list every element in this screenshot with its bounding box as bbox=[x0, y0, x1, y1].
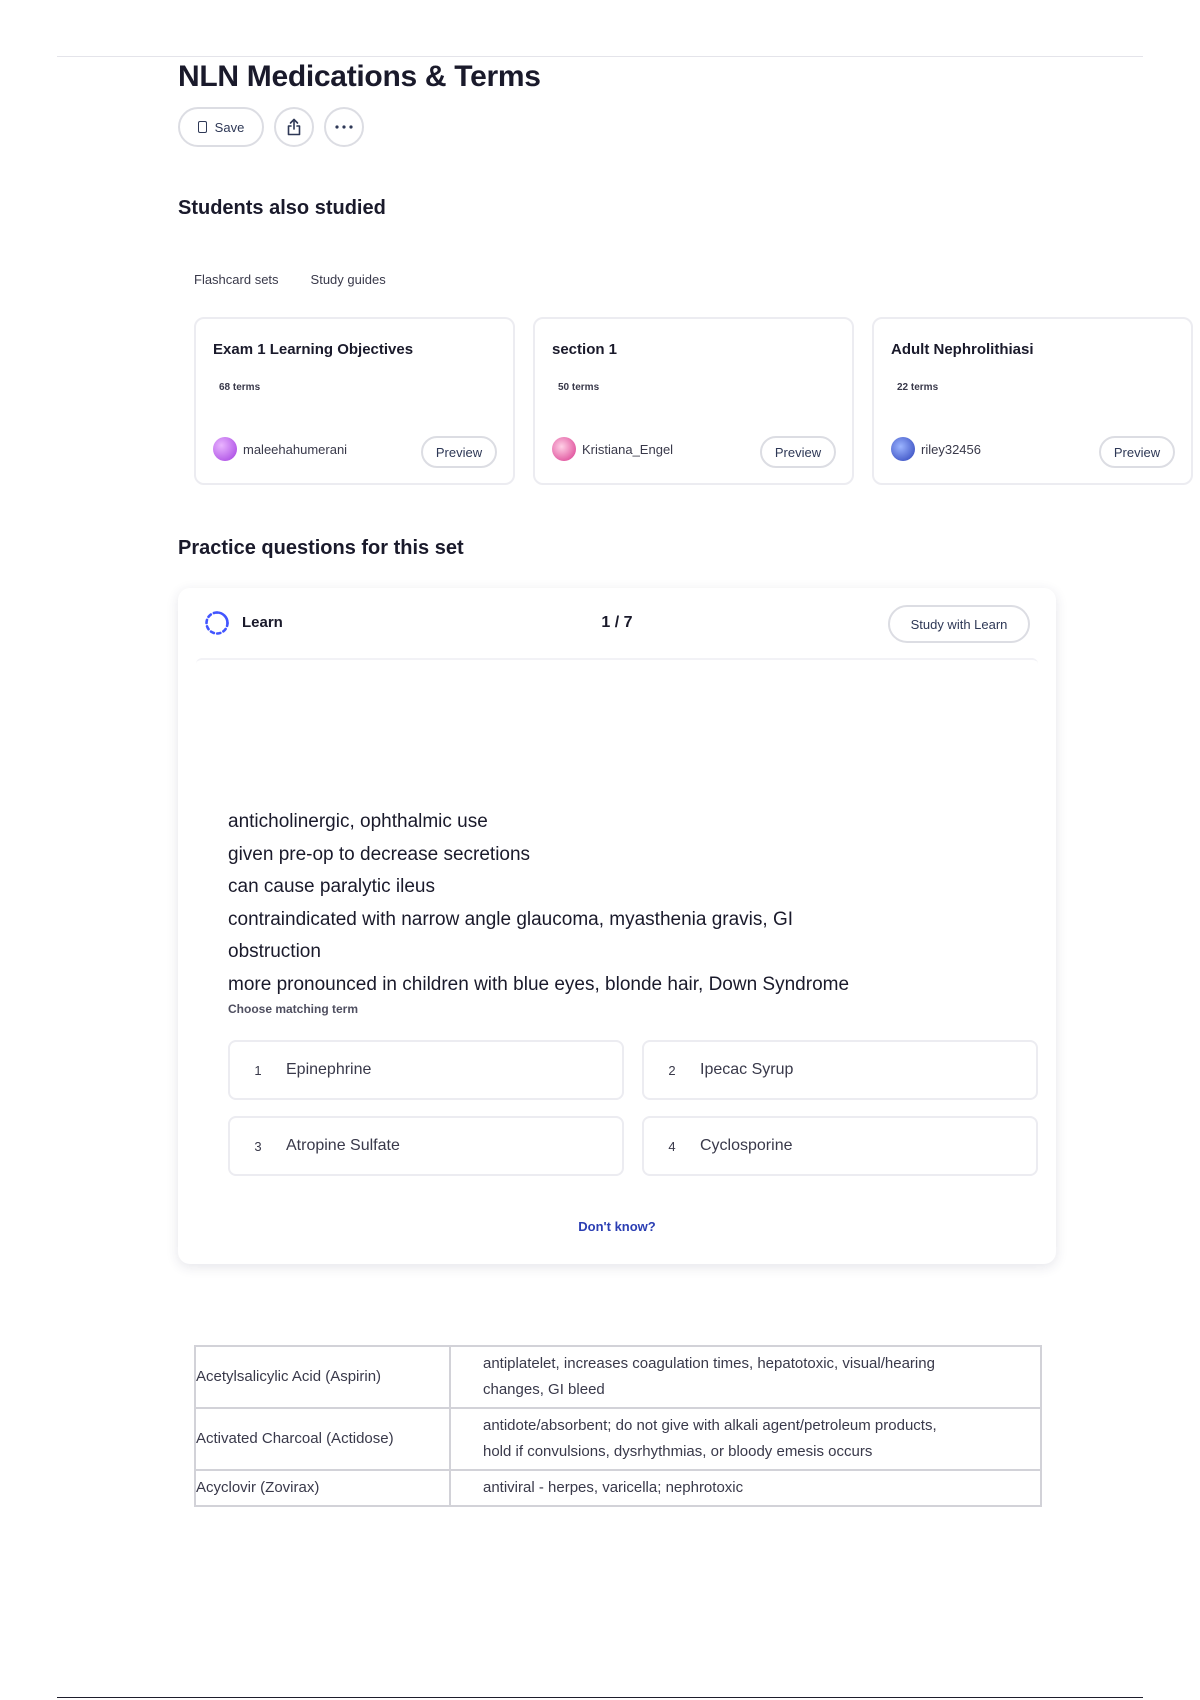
table-row bbox=[195, 1408, 1041, 1470]
avatar bbox=[213, 437, 237, 461]
learn-mode-label: Learn bbox=[242, 614, 283, 631]
set-card-author[interactable] bbox=[891, 437, 981, 461]
preview-button[interactable]: Preview bbox=[1099, 436, 1175, 468]
option-label: Ipecac Syrup bbox=[700, 1061, 794, 1078]
bookmark-icon bbox=[198, 121, 207, 133]
term-cell: Acyclovir (Zovirax) bbox=[195, 1470, 450, 1506]
set-card-title: Exam 1 Learning Objectives bbox=[213, 341, 414, 358]
avatar bbox=[891, 437, 915, 461]
question-progress: 1 / 7 bbox=[601, 614, 633, 631]
definition-line: more pronounced in children with blue eyes, blonde hair, Down Syndrome bbox=[228, 973, 850, 995]
practice-questions-heading: Practice questions for this set bbox=[178, 537, 464, 559]
set-card-author[interactable] bbox=[213, 437, 347, 461]
terms-table bbox=[194, 1345, 1042, 1507]
learn-question-card bbox=[178, 588, 1056, 1264]
term-cell: Acetylsalicylic Acid (Aspirin) bbox=[195, 1346, 450, 1408]
set-card-term-count: 50 terms bbox=[558, 382, 600, 393]
save-button[interactable] bbox=[178, 107, 264, 147]
table-row bbox=[195, 1470, 1041, 1506]
option-number: 2 bbox=[668, 1062, 676, 1078]
definition-cell: antiviral - herpes, varicella; nephrotoxic bbox=[450, 1470, 1041, 1506]
option-number: 1 bbox=[254, 1062, 262, 1078]
set-card-term-count: 68 terms bbox=[219, 382, 261, 393]
definition-cell: antidote/absorbent; do not give with alkali agent/petroleum products, hold if convulsions, dysrhythmias, or bloody emesis occurs bbox=[450, 1408, 1041, 1470]
share-icon bbox=[286, 118, 302, 136]
definition-cell: antiplatelet, increases coagulation times, hepatotoxic, visual/hearing changes, GI bleed bbox=[483, 1355, 935, 1398]
page-title: NLN Medications & Terms bbox=[178, 60, 541, 93]
definition-line: contraindicated with narrow angle glaucoma, myasthenia gravis, GI bbox=[228, 908, 794, 930]
set-card-title: Adult Nephrolithiasi bbox=[891, 341, 1034, 358]
set-actions bbox=[178, 107, 364, 147]
students-also-studied-heading: Students also studied bbox=[178, 197, 386, 219]
question-definition bbox=[228, 806, 1008, 1002]
share-button[interactable] bbox=[274, 107, 314, 147]
related-tabs bbox=[194, 272, 386, 287]
more-options-button[interactable] bbox=[324, 107, 364, 147]
set-card[interactable] bbox=[194, 317, 515, 485]
avatar bbox=[552, 437, 576, 461]
definition-line: anticholinergic, ophthalmic use bbox=[228, 811, 488, 832]
answer-option[interactable] bbox=[228, 1116, 624, 1176]
bottom-divider bbox=[57, 1697, 1143, 1698]
learn-mode-icon bbox=[204, 610, 230, 636]
learn-header bbox=[178, 588, 1056, 658]
answer-option[interactable] bbox=[228, 1040, 624, 1100]
definition-line: can cause paralytic ileus bbox=[228, 876, 435, 898]
save-label: Save bbox=[214, 119, 245, 135]
tab-study-guides[interactable]: Study guides bbox=[310, 272, 386, 287]
preview-button[interactable]: Preview bbox=[421, 436, 497, 468]
answer-options bbox=[228, 1040, 1040, 1176]
study-with-learn-button[interactable]: Study with Learn bbox=[888, 605, 1030, 643]
set-card-term-count: 22 terms bbox=[897, 382, 939, 393]
option-label: Epinephrine bbox=[286, 1061, 372, 1078]
answer-option[interactable] bbox=[642, 1116, 1038, 1176]
related-sets-carousel bbox=[194, 317, 1161, 487]
answer-option[interactable] bbox=[642, 1040, 1038, 1100]
tab-flashcard-sets[interactable]: Flashcard sets bbox=[194, 272, 279, 287]
set-card[interactable] bbox=[533, 317, 854, 485]
set-card-author[interactable] bbox=[552, 437, 673, 461]
definition-line: obstruction bbox=[228, 941, 321, 963]
set-card-title: section 1 bbox=[552, 341, 618, 358]
top-divider bbox=[57, 56, 1143, 57]
preview-button[interactable]: Preview bbox=[760, 436, 836, 468]
option-number: 3 bbox=[254, 1138, 262, 1154]
option-label: Cyclosporine bbox=[700, 1137, 793, 1154]
option-label: Atropine Sulfate bbox=[286, 1137, 400, 1154]
table-row bbox=[195, 1346, 1041, 1408]
author-name: maleehahumerani bbox=[243, 441, 348, 457]
term-cell: Activated Charcoal (Actidose) bbox=[195, 1408, 450, 1470]
dont-know-link[interactable]: Don't know? bbox=[578, 1219, 656, 1234]
more-horizontal-icon bbox=[335, 125, 353, 129]
definition-line: given pre-op to decrease secretions bbox=[228, 843, 531, 865]
question-panel bbox=[196, 658, 1038, 1256]
choose-matching-term-label: Choose matching term bbox=[228, 1002, 359, 1016]
author-name: Kristiana_Engel bbox=[582, 441, 674, 457]
option-number: 4 bbox=[668, 1138, 676, 1154]
author-name: riley32456 bbox=[921, 441, 981, 457]
set-card[interactable] bbox=[872, 317, 1193, 485]
